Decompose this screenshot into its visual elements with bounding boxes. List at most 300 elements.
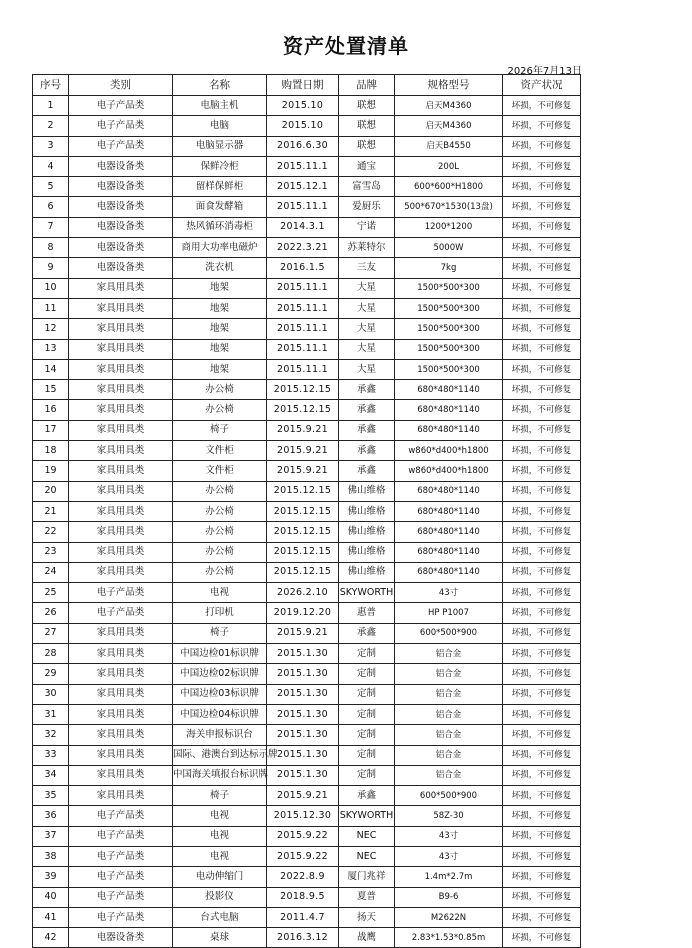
cell-name: 地架 (173, 339, 267, 359)
cell-brand: 佛山维格 (339, 501, 395, 521)
cell-status: 坏损，不可修复 (503, 96, 581, 116)
cell-index: 32 (33, 725, 69, 745)
cell-status: 坏损，不可修复 (503, 603, 581, 623)
table-row (33, 116, 581, 136)
cell-status: 坏损，不可修复 (503, 623, 581, 643)
cell-category: 电器设备类 (69, 156, 173, 176)
cell-date: 2015.12.15 (267, 542, 339, 562)
cell-status: 坏损，不可修复 (503, 136, 581, 156)
cell-brand: 佛山维格 (339, 522, 395, 542)
cell-status: 坏损，不可修复 (503, 826, 581, 846)
cell-date: 2015.11.1 (267, 278, 339, 298)
cell-date: 2015.11.1 (267, 298, 339, 318)
cell-category: 电器设备类 (69, 928, 173, 948)
cell-category: 家具用具类 (69, 562, 173, 582)
cell-date: 2015.12.15 (267, 481, 339, 501)
cell-date: 2026.2.10 (267, 583, 339, 603)
cell-date: 2015.10 (267, 96, 339, 116)
table-row (33, 278, 581, 298)
cell-date: 2016.6.30 (267, 136, 339, 156)
table-row (33, 96, 581, 116)
cell-category: 家具用具类 (69, 704, 173, 724)
cell-category: 家具用具类 (69, 400, 173, 420)
cell-index: 2 (33, 116, 69, 136)
cell-name: 电脑显示器 (173, 136, 267, 156)
cell-brand: 承鑫 (339, 461, 395, 481)
table-row (33, 542, 581, 562)
cell-index: 9 (33, 258, 69, 278)
cell-category: 电器设备类 (69, 177, 173, 197)
cell-status: 坏损，不可修复 (503, 583, 581, 603)
table-row (33, 217, 581, 237)
cell-category: 电子产品类 (69, 583, 173, 603)
cell-spec: 43寸 (395, 583, 503, 603)
table-row (33, 583, 581, 603)
cell-brand: 定制 (339, 684, 395, 704)
cell-name: 电视 (173, 583, 267, 603)
cell-index: 25 (33, 583, 69, 603)
cell-date: 2015.9.21 (267, 786, 339, 806)
cell-name: 地架 (173, 319, 267, 339)
cell-status: 坏损，不可修复 (503, 765, 581, 785)
cell-brand: 夏普 (339, 887, 395, 907)
cell-date: 2015.12.30 (267, 806, 339, 826)
cell-name: 办公椅 (173, 522, 267, 542)
cell-index: 15 (33, 380, 69, 400)
cell-category: 电子产品类 (69, 887, 173, 907)
cell-brand: 三友 (339, 258, 395, 278)
cell-index: 33 (33, 745, 69, 765)
cell-brand: 大星 (339, 319, 395, 339)
cell-status: 坏损，不可修复 (503, 319, 581, 339)
cell-name: 地架 (173, 298, 267, 318)
cell-name: 打印机 (173, 603, 267, 623)
table-row (33, 400, 581, 420)
cell-name: 办公椅 (173, 481, 267, 501)
cell-status: 坏损，不可修复 (503, 380, 581, 400)
cell-name: 地架 (173, 278, 267, 298)
cell-index: 28 (33, 644, 69, 664)
cell-spec: 680*480*1140 (395, 380, 503, 400)
cell-status: 坏损，不可修复 (503, 481, 581, 501)
table-row (33, 928, 581, 948)
cell-category: 电器设备类 (69, 258, 173, 278)
cell-spec: 铝合金 (395, 664, 503, 684)
cell-status: 坏损，不可修复 (503, 542, 581, 562)
cell-category: 家具用具类 (69, 420, 173, 440)
cell-spec: 500*670*1530(13盘) (395, 197, 503, 217)
cell-name: 商用大功率电磁炉 (173, 238, 267, 258)
cell-category: 家具用具类 (69, 298, 173, 318)
table-row (33, 806, 581, 826)
cell-brand: 联想 (339, 96, 395, 116)
cell-status: 坏损，不可修复 (503, 278, 581, 298)
cell-spec: M2622N (395, 907, 503, 927)
cell-brand: NEC (339, 826, 395, 846)
cell-brand: 承鑫 (339, 400, 395, 420)
cell-category: 家具用具类 (69, 501, 173, 521)
cell-index: 29 (33, 664, 69, 684)
cell-date: 2018.9.5 (267, 887, 339, 907)
cell-spec: 启天B4550 (395, 136, 503, 156)
table-row (33, 644, 581, 664)
table-row (33, 846, 581, 866)
cell-index: 40 (33, 887, 69, 907)
cell-date: 2015.9.22 (267, 846, 339, 866)
cell-category: 电子产品类 (69, 116, 173, 136)
cell-status: 坏损，不可修复 (503, 644, 581, 664)
cell-status: 坏损，不可修复 (503, 907, 581, 927)
cell-brand: 大星 (339, 359, 395, 379)
cell-spec: 200L (395, 156, 503, 176)
cell-spec: 5000W (395, 238, 503, 258)
cell-spec: 43寸 (395, 826, 503, 846)
cell-name: 文件柜 (173, 441, 267, 461)
cell-date: 2014.3.1 (267, 217, 339, 237)
cell-date: 2015.12.1 (267, 177, 339, 197)
cell-brand: 联想 (339, 136, 395, 156)
cell-category: 家具用具类 (69, 441, 173, 461)
cell-category: 电子产品类 (69, 907, 173, 927)
table-row (33, 887, 581, 907)
cell-category: 电子产品类 (69, 826, 173, 846)
cell-status: 坏损，不可修复 (503, 359, 581, 379)
cell-spec: w860*d400*h1800 (395, 461, 503, 481)
table-row (33, 501, 581, 521)
cell-category: 家具用具类 (69, 319, 173, 339)
cell-status: 坏损，不可修复 (503, 339, 581, 359)
cell-category: 家具用具类 (69, 623, 173, 643)
table-row (33, 238, 581, 258)
table-row (33, 136, 581, 156)
document-date: 2026年7月13日 (507, 66, 582, 77)
cell-brand: 佛山维格 (339, 562, 395, 582)
cell-index: 36 (33, 806, 69, 826)
table-row (33, 156, 581, 176)
cell-date: 2016.3.12 (267, 928, 339, 948)
cell-category: 电子产品类 (69, 136, 173, 156)
table-row (33, 826, 581, 846)
cell-status: 坏损，不可修复 (503, 664, 581, 684)
cell-category: 电子产品类 (69, 96, 173, 116)
cell-spec: 启天M4360 (395, 96, 503, 116)
cell-category: 电子产品类 (69, 806, 173, 826)
cell-name: 电脑主机 (173, 96, 267, 116)
cell-index: 19 (33, 461, 69, 481)
cell-category: 家具用具类 (69, 481, 173, 501)
cell-spec: 680*480*1140 (395, 420, 503, 440)
cell-category: 家具用具类 (69, 765, 173, 785)
cell-date: 2015.12.15 (267, 522, 339, 542)
cell-status: 坏损，不可修复 (503, 684, 581, 704)
cell-date: 2015.11.1 (267, 156, 339, 176)
header-status: 资产状况 (503, 75, 581, 96)
cell-name: 中国边检02标识牌 (173, 664, 267, 684)
cell-brand: 厦门兆祥 (339, 867, 395, 887)
cell-category: 家具用具类 (69, 461, 173, 481)
cell-date: 2019.12.20 (267, 603, 339, 623)
cell-index: 5 (33, 177, 69, 197)
cell-spec: 680*480*1140 (395, 501, 503, 521)
cell-status: 坏损，不可修复 (503, 116, 581, 136)
cell-brand: 战鹰 (339, 928, 395, 948)
cell-name: 办公椅 (173, 562, 267, 582)
cell-index: 4 (33, 156, 69, 176)
cell-category: 家具用具类 (69, 664, 173, 684)
table-row (33, 725, 581, 745)
cell-spec: 680*480*1140 (395, 522, 503, 542)
cell-status: 坏损，不可修复 (503, 420, 581, 440)
cell-index: 3 (33, 136, 69, 156)
cell-brand: 爱厨乐 (339, 197, 395, 217)
cell-spec: 680*480*1140 (395, 562, 503, 582)
cell-date: 2015.11.1 (267, 359, 339, 379)
table-row (33, 623, 581, 643)
cell-date: 2016.1.5 (267, 258, 339, 278)
cell-category: 电子产品类 (69, 867, 173, 887)
cell-status: 坏损，不可修复 (503, 441, 581, 461)
cell-spec: w860*d400*h1800 (395, 441, 503, 461)
cell-name: 电动伸缩门 (173, 867, 267, 887)
cell-category: 电器设备类 (69, 197, 173, 217)
cell-status: 坏损，不可修复 (503, 806, 581, 826)
cell-date: 2015.12.15 (267, 380, 339, 400)
cell-brand: 大星 (339, 339, 395, 359)
cell-index: 35 (33, 786, 69, 806)
header-spec: 规格型号 (395, 75, 503, 96)
cell-spec: 1.4m*2.7m (395, 867, 503, 887)
cell-date: 2015.1.30 (267, 765, 339, 785)
cell-brand: 苏莱特尔 (339, 238, 395, 258)
cell-brand: 定制 (339, 664, 395, 684)
cell-spec: 启天M4360 (395, 116, 503, 136)
cell-brand: 大星 (339, 278, 395, 298)
cell-date: 2015.1.30 (267, 644, 339, 664)
cell-brand: 承鑫 (339, 623, 395, 643)
table-row (33, 177, 581, 197)
cell-category: 家具用具类 (69, 278, 173, 298)
table-row (33, 420, 581, 440)
cell-spec: 680*480*1140 (395, 400, 503, 420)
cell-status: 坏损，不可修复 (503, 400, 581, 420)
cell-brand: 惠普 (339, 603, 395, 623)
cell-index: 11 (33, 298, 69, 318)
cell-brand: 承鑫 (339, 420, 395, 440)
table-row (33, 380, 581, 400)
cell-status: 坏损，不可修复 (503, 501, 581, 521)
table-row (33, 298, 581, 318)
cell-brand: 大星 (339, 298, 395, 318)
cell-status: 坏损，不可修复 (503, 867, 581, 887)
cell-index: 7 (33, 217, 69, 237)
cell-spec: 43寸 (395, 846, 503, 866)
table-row (33, 786, 581, 806)
cell-name: 椅子 (173, 623, 267, 643)
cell-date: 2015.1.30 (267, 725, 339, 745)
cell-brand: SKYWORTH (339, 583, 395, 603)
cell-status: 坏损，不可修复 (503, 562, 581, 582)
cell-date: 2015.1.30 (267, 745, 339, 765)
cell-index: 6 (33, 197, 69, 217)
cell-category: 家具用具类 (69, 542, 173, 562)
cell-name: 热风循环消毒柜 (173, 217, 267, 237)
cell-index: 18 (33, 441, 69, 461)
cell-spec: 1200*1200 (395, 217, 503, 237)
cell-status: 坏损，不可修复 (503, 258, 581, 278)
cell-date: 2015.9.21 (267, 441, 339, 461)
table-row (33, 765, 581, 785)
cell-name: 保鲜冷柜 (173, 156, 267, 176)
cell-index: 17 (33, 420, 69, 440)
cell-brand: 承鑫 (339, 441, 395, 461)
cell-spec: 2.83*1.53*0.85m (395, 928, 503, 948)
cell-status: 坏损，不可修复 (503, 177, 581, 197)
cell-spec: 1500*500*300 (395, 359, 503, 379)
cell-index: 22 (33, 522, 69, 542)
cell-date: 2015.12.15 (267, 400, 339, 420)
cell-brand: 承鑫 (339, 380, 395, 400)
table-row (33, 704, 581, 724)
cell-status: 坏损，不可修复 (503, 846, 581, 866)
table-row (33, 664, 581, 684)
cell-spec: 铝合金 (395, 644, 503, 664)
cell-name: 电视 (173, 826, 267, 846)
cell-status: 坏损，不可修复 (503, 745, 581, 765)
cell-name: 台式电脑 (173, 907, 267, 927)
cell-category: 电子产品类 (69, 846, 173, 866)
cell-category: 家具用具类 (69, 522, 173, 542)
cell-date: 2015.9.22 (267, 826, 339, 846)
cell-index: 10 (33, 278, 69, 298)
cell-name: 中国海关填报台标识牌 (173, 765, 267, 785)
header-name: 名称 (173, 75, 267, 96)
cell-status: 坏损，不可修复 (503, 704, 581, 724)
table-row (33, 359, 581, 379)
cell-status: 坏损，不可修复 (503, 298, 581, 318)
cell-brand: 通宝 (339, 156, 395, 176)
cell-name: 投影仪 (173, 887, 267, 907)
cell-date: 2015.1.30 (267, 684, 339, 704)
cell-index: 16 (33, 400, 69, 420)
cell-spec: 铝合金 (395, 704, 503, 724)
cell-spec: 7kg (395, 258, 503, 278)
header-category: 类别 (69, 75, 173, 96)
cell-brand: 佛山维格 (339, 542, 395, 562)
cell-brand: 定制 (339, 745, 395, 765)
cell-category: 电器设备类 (69, 217, 173, 237)
cell-name: 电视 (173, 846, 267, 866)
cell-name: 办公椅 (173, 400, 267, 420)
cell-index: 38 (33, 846, 69, 866)
cell-date: 2022.8.9 (267, 867, 339, 887)
cell-index: 14 (33, 359, 69, 379)
cell-brand: 扬天 (339, 907, 395, 927)
cell-status: 坏损，不可修复 (503, 928, 581, 948)
cell-category: 家具用具类 (69, 339, 173, 359)
cell-index: 41 (33, 907, 69, 927)
cell-index: 24 (33, 562, 69, 582)
cell-status: 坏损，不可修复 (503, 156, 581, 176)
cell-name: 办公椅 (173, 380, 267, 400)
table-row (33, 603, 581, 623)
cell-status: 坏损，不可修复 (503, 238, 581, 258)
cell-status: 坏损，不可修复 (503, 217, 581, 237)
table-row (33, 197, 581, 217)
cell-spec: 铝合金 (395, 745, 503, 765)
header-index: 序号 (33, 75, 69, 96)
table-row (33, 562, 581, 582)
cell-index: 30 (33, 684, 69, 704)
cell-date: 2015.11.1 (267, 197, 339, 217)
cell-date: 2015.1.30 (267, 704, 339, 724)
cell-spec: 1500*500*300 (395, 339, 503, 359)
cell-category: 家具用具类 (69, 380, 173, 400)
cell-spec: B9-6 (395, 887, 503, 907)
cell-brand: 联想 (339, 116, 395, 136)
table-row (33, 745, 581, 765)
cell-brand: 宁诺 (339, 217, 395, 237)
cell-name: 办公椅 (173, 501, 267, 521)
cell-date: 2015.9.21 (267, 623, 339, 643)
cell-category: 电子产品类 (69, 603, 173, 623)
cell-spec: 1500*500*300 (395, 319, 503, 339)
cell-index: 34 (33, 765, 69, 785)
cell-spec: 680*480*1140 (395, 481, 503, 501)
table-row (33, 339, 581, 359)
cell-status: 坏损，不可修复 (503, 461, 581, 481)
cell-date: 2015.11.1 (267, 319, 339, 339)
cell-date: 2015.11.1 (267, 339, 339, 359)
cell-brand: 富雪岛 (339, 177, 395, 197)
table-row (33, 522, 581, 542)
cell-name: 海关申报标识台 (173, 725, 267, 745)
cell-spec: 600*500*900 (395, 623, 503, 643)
cell-name: 中国边检04标识牌 (173, 704, 267, 724)
cell-status: 坏损，不可修复 (503, 786, 581, 806)
cell-spec: 铝合金 (395, 684, 503, 704)
cell-status: 坏损，不可修复 (503, 887, 581, 907)
page-title: 资产处置清单 (283, 34, 409, 58)
cell-date: 2015.12.15 (267, 501, 339, 521)
cell-category: 电器设备类 (69, 238, 173, 258)
cell-name: 电脑 (173, 116, 267, 136)
cell-date: 2011.4.7 (267, 907, 339, 927)
cell-brand: NEC (339, 846, 395, 866)
cell-spec: 58Z-30 (395, 806, 503, 826)
cell-category: 家具用具类 (69, 745, 173, 765)
cell-category: 家具用具类 (69, 786, 173, 806)
cell-index: 37 (33, 826, 69, 846)
cell-brand: SKYWORTH (339, 806, 395, 826)
cell-index: 21 (33, 501, 69, 521)
cell-name: 国际、港澳台到达标示牌 (173, 745, 267, 765)
cell-status: 坏损，不可修复 (503, 522, 581, 542)
cell-name: 面食发酵箱 (173, 197, 267, 217)
cell-category: 家具用具类 (69, 644, 173, 664)
cell-name: 洗衣机 (173, 258, 267, 278)
cell-index: 12 (33, 319, 69, 339)
cell-brand: 定制 (339, 644, 395, 664)
cell-spec: 1500*500*300 (395, 278, 503, 298)
table-row (33, 258, 581, 278)
cell-spec: 600*600*H1800 (395, 177, 503, 197)
cell-category: 家具用具类 (69, 725, 173, 745)
cell-index: 8 (33, 238, 69, 258)
table-row (33, 441, 581, 461)
cell-index: 23 (33, 542, 69, 562)
table-row (33, 907, 581, 927)
cell-brand: 承鑫 (339, 786, 395, 806)
